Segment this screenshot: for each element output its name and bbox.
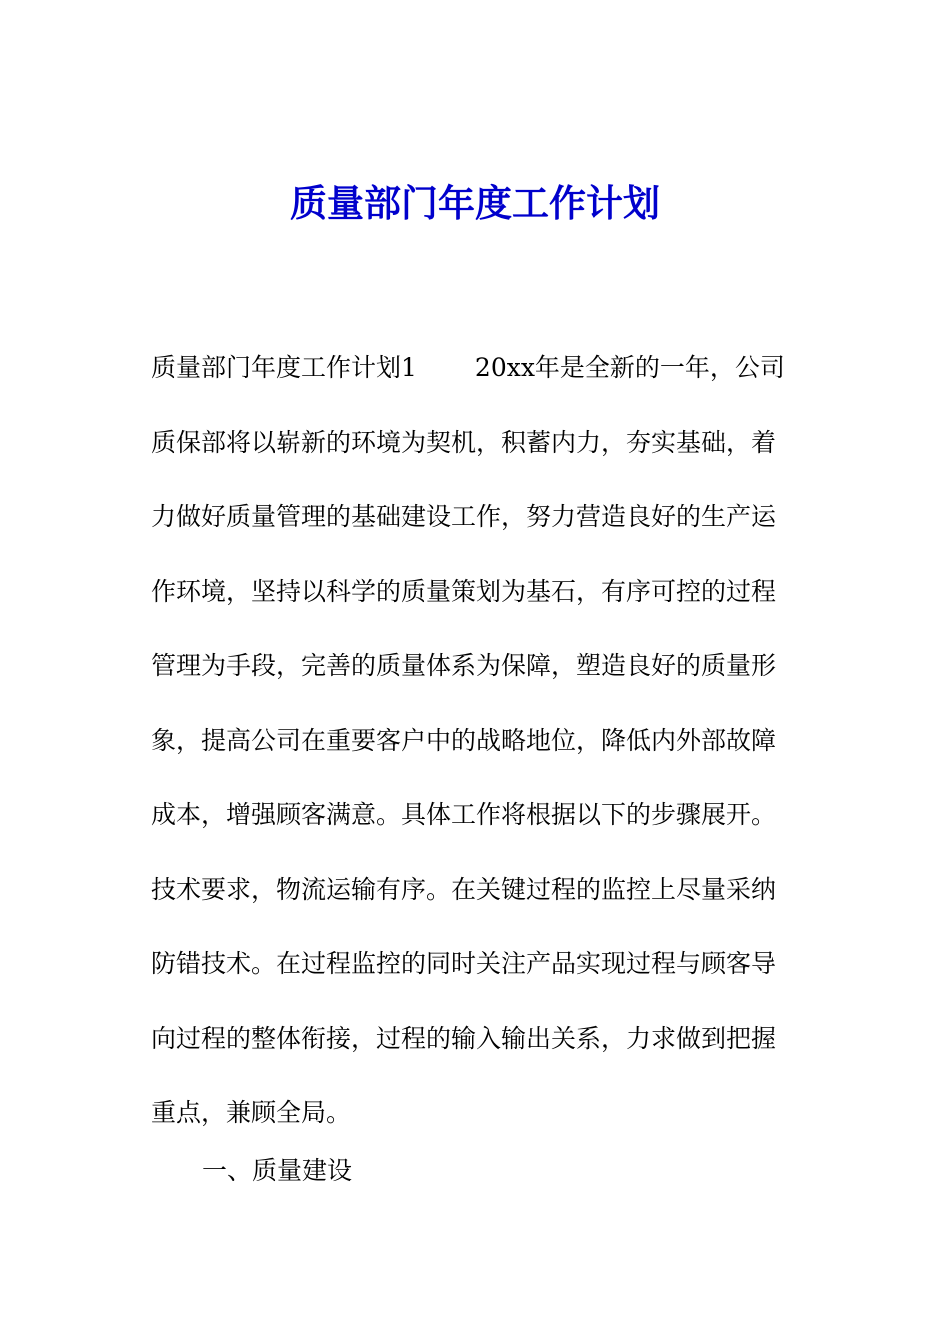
paragraph-line: 技术要求，物流运输有序。在关键过程的监控上尽量采纳 — [151, 874, 777, 904]
paragraph-line: 向过程的整体衔接，过程的输入输出关系，力求做到把握 — [151, 1023, 777, 1053]
section-heading: 一、质量建设 — [202, 1156, 353, 1185]
paragraph-line: 质保部将以崭新的环境为契机，积蓄内力，夯实基础，着 — [151, 427, 777, 457]
paragraph-line-1 — [151, 331, 793, 406]
paragraph-line-text: 20xx年是全新的一年，公司 — [474, 353, 785, 382]
body-paragraph — [151, 331, 793, 1151]
paragraph-line: 成本，增强顾客满意。具体工作将根据以下的步骤展开。 — [151, 800, 777, 829]
paragraph-line: 作环境，坚持以科学的质量策划为基石，有序可控的过程 — [151, 576, 777, 606]
paragraph-line: 力做好质量管理的基础建设工作，努力营造良好的生产运 — [151, 502, 777, 531]
paragraph-label: 质量部门年度工作计划1 — [151, 353, 417, 382]
document-title: 质量部门年度工作计划 — [290, 182, 660, 225]
paragraph-line: 象，提高公司在重要客户中的战略地位，降低内外部故障 — [151, 725, 777, 755]
paragraph-line: 管理为手段，完善的质量体系为保障，塑造良好的质量形 — [151, 651, 777, 680]
paragraph-line: 防错技术。在过程监控的同时关注产品实现过程与顾客导 — [151, 949, 777, 978]
paragraph-line: 重点，兼顾全局。 — [151, 1098, 352, 1127]
